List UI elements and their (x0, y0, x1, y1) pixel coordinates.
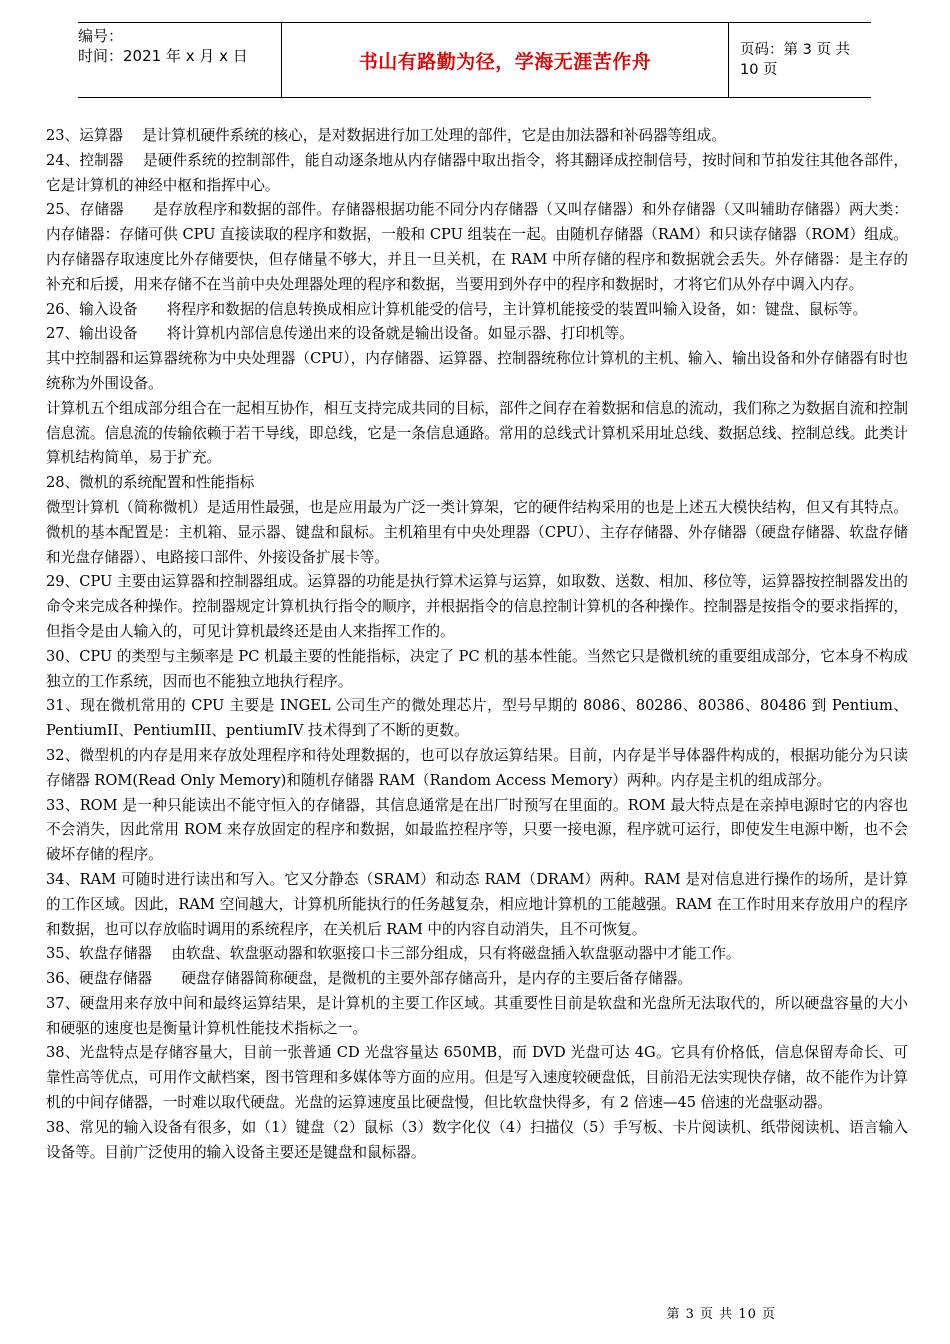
page-header (78, 22, 871, 98)
paragraph-27: 27、输出设备 将计算机内部信息传递出来的设备就是输出设备。如显示器、打印机等。 (46, 325, 634, 343)
paragraph-29: 29、CPU 主要由运算器和控制器组成。运算器的功能是执行算术运算与运算，如取数、送数、相加、移位等，运算器按控制器发出的命令来完成各种操作。控制器规定计算机执行指令的顺序，并根据指令的信息控制计算机的各种操作。控制器是按指令的要求指挥的，但指令是由人输入的，可见计算机最终还是由人来指挥工作的。 (46, 573, 908, 640)
header-motto: 书山有路勤为径，学海无涯苦作舟 (358, 50, 652, 73)
header-motto-cell (281, 23, 729, 97)
paragraph-microcomputer: 微型计算机（简称微机）是适用性最强，也是应用最为广泛一类计算架，它的硬件结构采用的也是上述五大模快结构，但又有其特点。微机的基本配置是：主机箱、显示器、键盘和鼠标。主机箱里有中央处理器（CPU）、主存存储器、外存储器（硬盘存储器、软盘存储和光盘存储器）、电路接口部件、外接设备扩展卡等。 (46, 498, 908, 566)
paragraph-31: 31、现在微机常用的 CPU 主要是 INGEL 公司生产的微处理芯片，型号早期的 8086、80286、80386、80486 到 Pentium、PentiumII、PentiumIII、pentiumIV 技术得到了不断的更数。 (46, 697, 908, 740)
paragraph-38-input: 38、常见的输入设备有很多，如（1）键盘（2）鼠标（3）数字化仪（4）扫描仪（5）手写板、卡片阅读机、纸带阅读机、语言输入设备等。目前广泛使用的输入设备主要还是键盘和鼠标器。 (46, 1118, 908, 1161)
paragraph-bus: 计算机五个组成部分组合在一起相互协作，相互支持完成共同的目标，部件之间存在着数据和信息的流动，我们称之为数据自流和控制信息流。信息流的传输依赖于若干导线，即总线，它是一条信息通路。常用的总线式计算机采用址总线、数据总线、控制总线。此类计算机结构简单，易于扩充。 (46, 399, 908, 467)
paragraph-38-optical: 38、光盘特点是存储容量大，目前一张普通 CD 光盘容量达 650MB，而 DVD 光盘可达 4G。它具有价格低，信息保留寿命长、可靠性高等优点，可用作文献档案，图书管理和多媒体等方面的应用。但是写入速度较硬盘低，目前沿无法实现快存储，故不能作为计算机的中间存储器，一时难以取代硬盘。光盘的运算速度虽比硬盘慢，但比软盘快得多，有 2 倍速—45 倍速的光盘驱动器。 (46, 1044, 908, 1112)
paragraph-34: 34、RAM 可随时进行读出和写入。它又分静态（SRAM）和动态 RAM（DRAM）两种。RAM 是对信息进行操作的场所，是计算的工作区域。因此，RAM 空间越大，计算机所能执行的任务越复杂，相应地计算机的工能越强。RAM 在工作时用来存放用户的程序和数据，也可以存放临时调用的系统程序，在关机后 RAM 中的内容自动消失，且不可恢复。 (46, 870, 908, 938)
header-page-number: 页码：第 3 页 共 10 页 (740, 42, 851, 78)
section-heading-28: 28、微机的系统配置和性能指标 (46, 474, 255, 492)
paragraph-37: 37、硬盘用来存放中间和最终运算结果，是计算机的主要工作区域。其重要性目前是软盘和光盘所无法取代的，所以硬盘容量的大小和硬驱的速度也是衡量计算机性能技术指标之一。 (46, 994, 908, 1037)
paragraph-32: 32、微型机的内存是用来存放处理程序和待处理数据的，也可以存放运算结果。目前，内存是半导体器件构成的，根据功能分为只读存储器 ROM(Read Only Memory)和随机存储器 RAM（Random Access Memory）两种。内存是主机的组成部分。 (46, 746, 908, 789)
document-number-label: 编号： (78, 27, 124, 45)
paragraph-25: 25、存储器 是存放程序和数据的部件。存储器根据功能不同分内存储器（又叫存储器）和外存储器（又叫辅助存储器）两大类：内存储器：存储可供 CPU 直接读取的程序和数据，一般和 CPU 组装在一起。由随机存储器（RAM）和只读存储器（ROM）组成。内存储器存取速度比外存储要快，但存储量不够大，并且一旦关机，在 RAM 中所存储的程序和数据就会丢失。外存储器：是主存的补充和后援，用来存储不在当前中央处理器处理的程序和数据，当要用到外存中的程序和数据时，才将它们从外存中调入内存。 (46, 201, 908, 293)
header-right-cell (728, 23, 871, 97)
paragraph-24: 24、控制器 是硬件系统的控制部件，能自动逐条地从内存储器中取出指令，将其翻译成控制信号，按时间和节拍发往其他各部件，它是计算机的神经中枢和指挥中心。 (46, 151, 908, 194)
paragraph-cpu-summary: 其中控制器和运算器统称为中央处理器（CPU），内存储器、运算器、控制器统称位计算机的主机、输入、输出设备和外存储器有时也统称为外围设备。 (46, 350, 908, 392)
page-footer: 第 3 页 共 10 页 (666, 1307, 776, 1322)
paragraph-30: 30、CPU 的类型与主频率是 PC 机最主要的性能指标，决定了 PC 机的基本性能。当然它只是微机统的重要组成部分，它本身不构成独立的工作系统，因而也不能独立地执行程序。 (46, 647, 908, 690)
paragraph-33: 33、ROM 是一种只能读出不能守恒入的存储器，其信息通常是在出厂时预写在里面的。ROM 最大特点是在亲掉电源时它的内容也不会消失，因此常用 ROM 来存放固定的程序和数据，如最监控程序等，只要一接电源，程序就可运行，即使发生电源中断，也不会破坏存储的程序。 (46, 796, 908, 864)
header-left-cell (78, 23, 281, 97)
paragraph-36: 36、硬盘存储器 硬盘存储器简称硬盘，是微机的主要外部存储高升，是内存的主要后备存储器。 (46, 970, 693, 988)
paragraph-26: 26、输入设备 将程序和数据的信息转换成相应计算机能受的信号，主计算机能接受的装置叫输入设备，如：键盘、鼠标等。 (46, 300, 868, 318)
document-body (46, 124, 908, 1165)
paragraph-23: 23、运算器 是计算机硬件系统的核心，是对数据进行加工处理的部件，它是由加法器和补码器等组成。 (46, 127, 726, 144)
document-date: 时间：2021 年 x 月 x 日 (78, 47, 248, 65)
paragraph-35: 35、软盘存储器 由软盘、软盘驱动器和软驱接口卡三部分组成，只有将磁盘插入软盘驱动器中才能工作。 (46, 945, 741, 963)
